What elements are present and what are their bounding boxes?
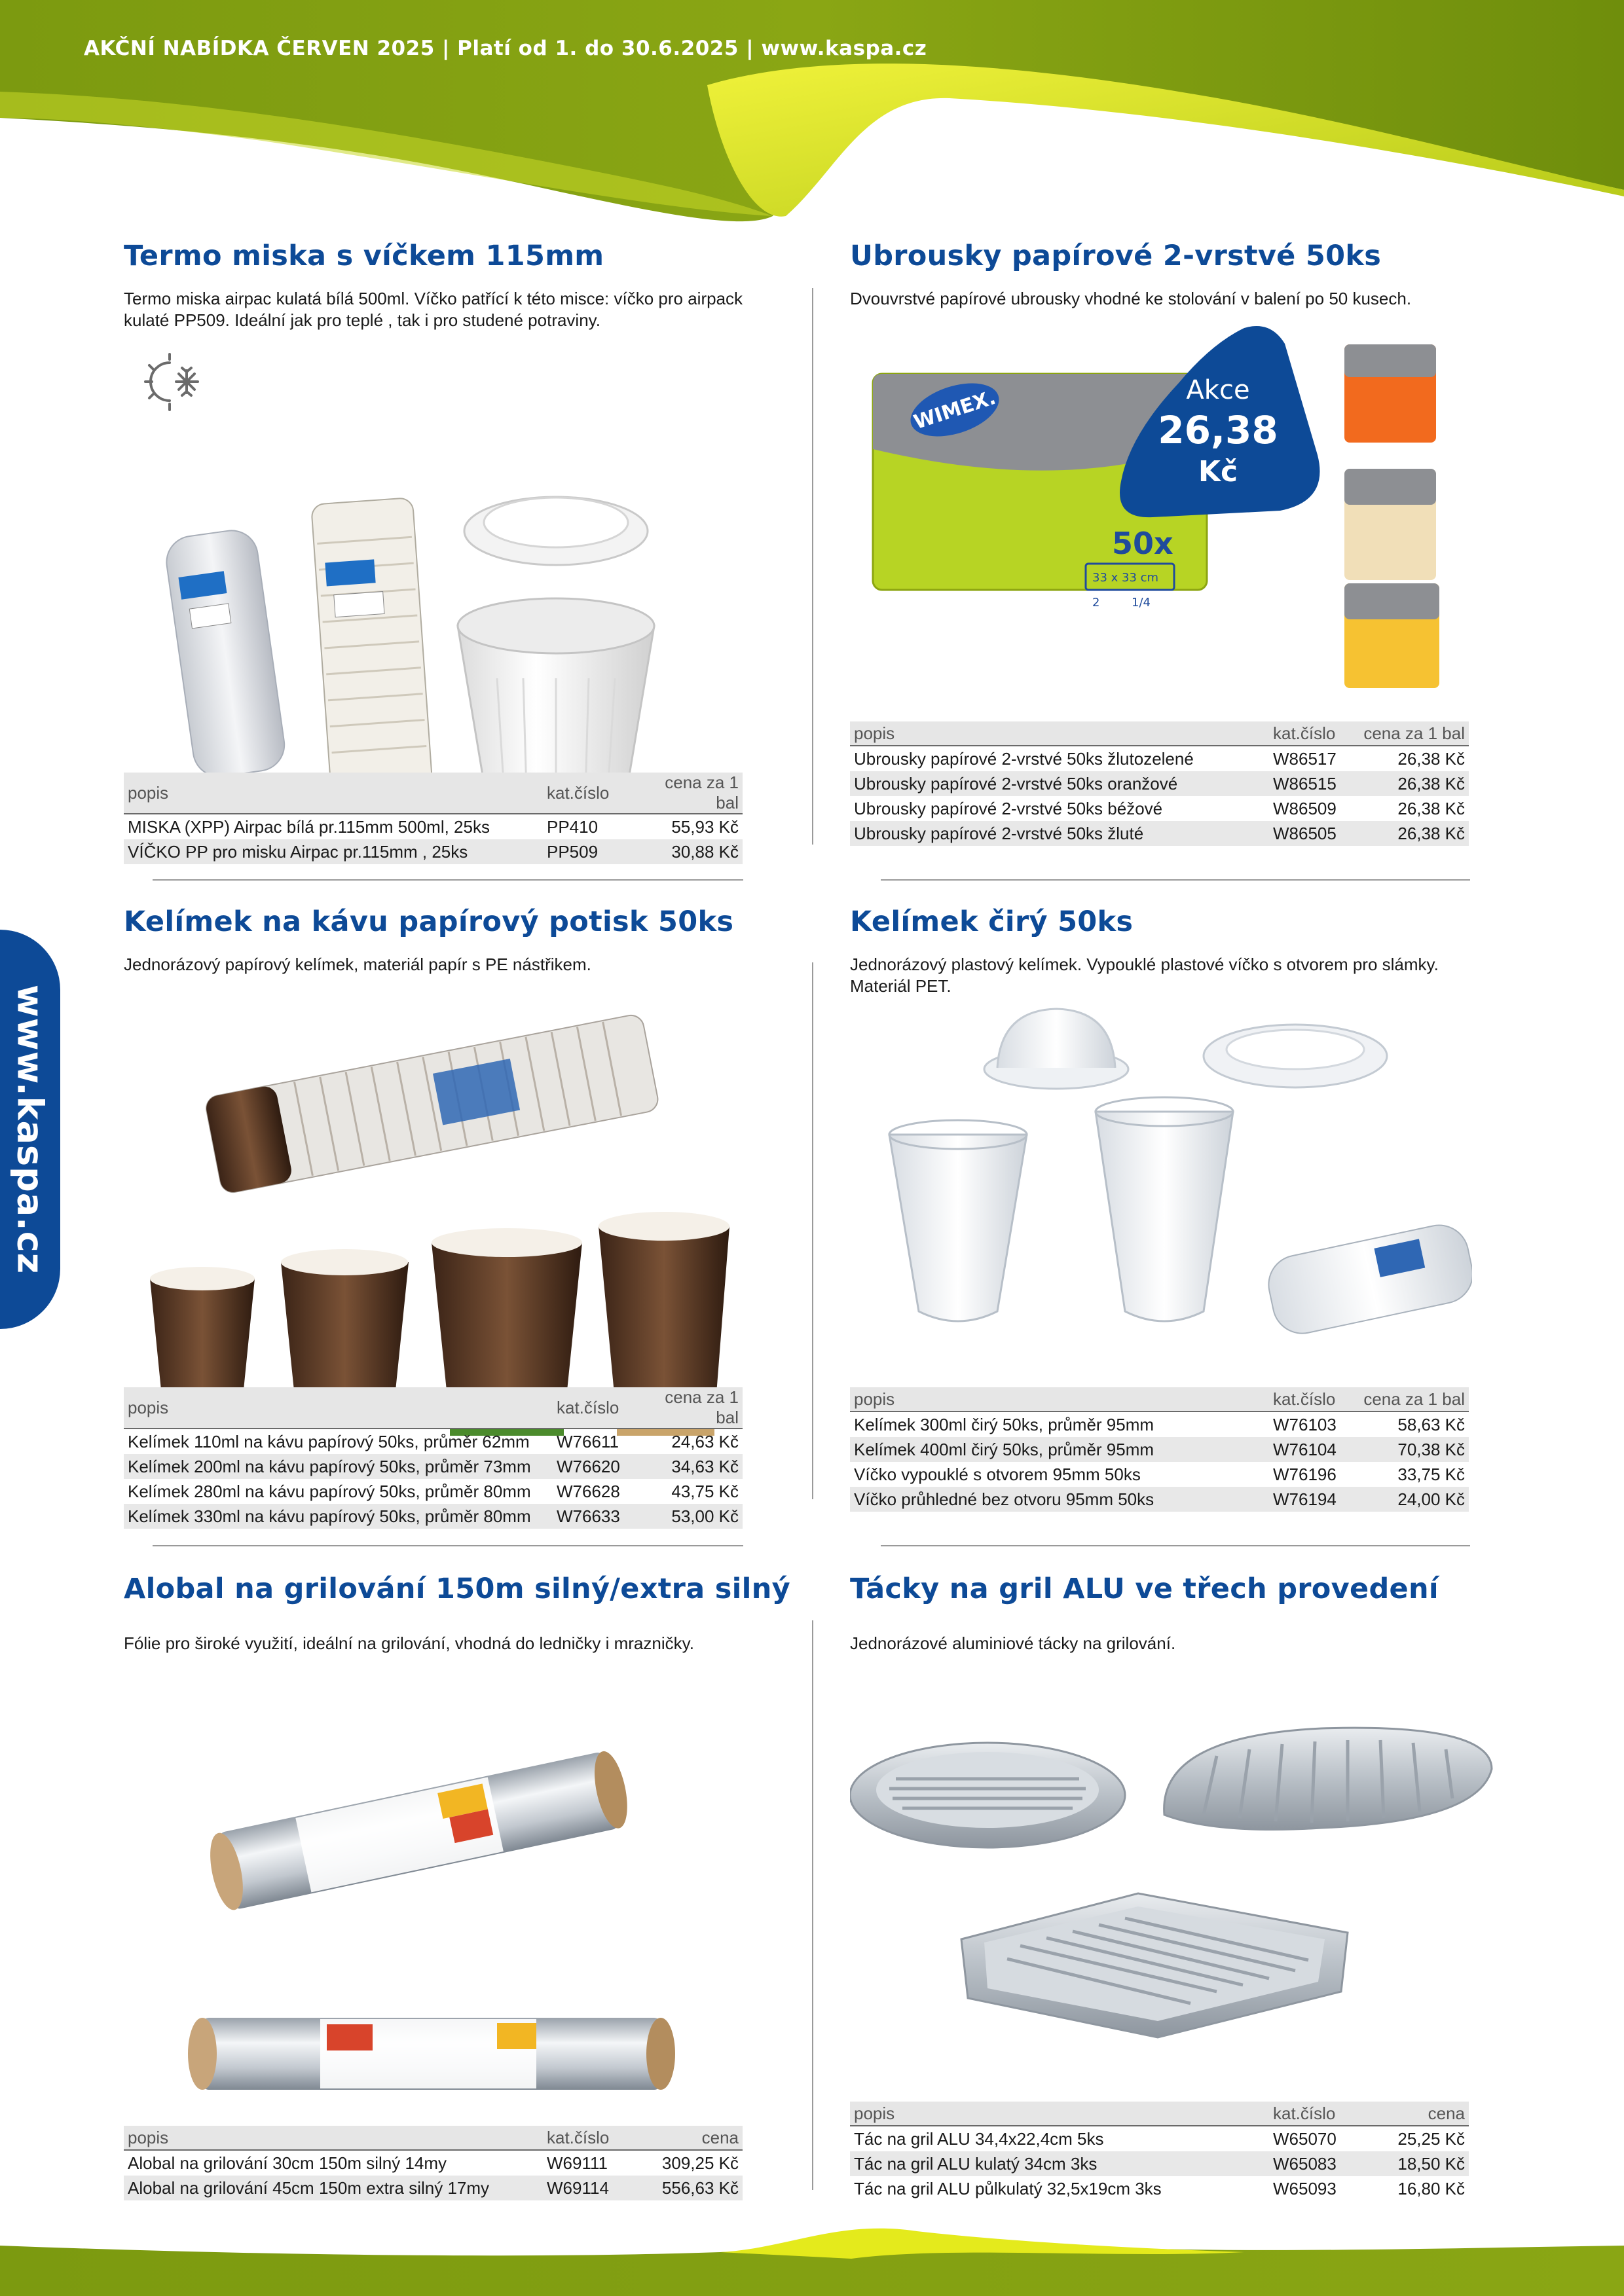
item-code: W65093	[1273, 2178, 1337, 2198]
price-table	[850, 1387, 1469, 1512]
price-table	[850, 2102, 1469, 2201]
item-price: 58,63 Kč	[1397, 1414, 1465, 1434]
column-header: kat.číslo	[543, 773, 641, 814]
table-row	[850, 796, 1469, 821]
product-image-coffee-cups	[143, 984, 733, 1442]
column-header: cena za 1 bal	[1354, 721, 1469, 746]
small-pack-yellow	[1344, 583, 1443, 695]
item-code: W69114	[543, 2176, 635, 2200]
pack-size: 33 x 33 cm	[1092, 571, 1159, 585]
product-description: Fólie pro široké využití, ideální na grilování, vhodná do ledničky i mrazničky.	[124, 1633, 694, 1653]
column-header: popis	[850, 721, 1269, 746]
item-description: Kelímek 200ml na kávu papírový 50ks, průměr 73mm	[124, 1454, 553, 1479]
side-website-tab[interactable]	[0, 930, 60, 1329]
pack-fold: 1/4	[1132, 596, 1151, 610]
pack-brand: WIMEX.	[911, 386, 999, 435]
table-row	[850, 1462, 1469, 1487]
product-kelimek-ciry	[850, 905, 1498, 1521]
column-divider	[812, 1620, 813, 2190]
item-price: 53,00 Kč	[638, 1504, 743, 1529]
item-price: 309,25 Kč	[661, 2153, 739, 2173]
pack-count: 50x	[1112, 526, 1173, 561]
item-description: Kelímek 110ml na kávu papírový 50ks, průměr 62mm	[128, 1431, 530, 1451]
small-pack-beige	[1344, 469, 1436, 580]
column-header: popis	[124, 1387, 553, 1429]
table-row	[850, 746, 1469, 771]
table-row	[850, 1412, 1469, 1437]
column-header: kat.číslo	[553, 1387, 638, 1429]
product-description: Dvouvrstvé papírové ubrousky vhodné ke stolování v balení po 50 kusech.	[850, 289, 1412, 308]
section-divider	[153, 1545, 743, 1546]
clear-cup-300	[889, 1135, 1027, 1321]
side-website-label: www.kaspa.cz	[9, 984, 51, 1275]
price-table	[850, 721, 1469, 846]
item-price: 33,75 Kč	[1397, 1464, 1465, 1484]
product-description: Termo miska airpac kulatá bílá 500ml. Víčko patřící k této misce: víčko pro airpack kulaté PP509. Ideální jak pro teplé , tak i pro studené potraviny.	[124, 289, 743, 330]
item-price: 26,38 Kč	[1397, 798, 1465, 818]
header-title: AKČNÍ NABÍDKA ČERVEN 2025 | Platí od 1. do 30.6.2025 | www.kaspa.cz	[84, 37, 927, 60]
product-title: Tácky na gril ALU ve třech provedení	[850, 1573, 1439, 1605]
table-row	[124, 2150, 743, 2176]
item-description: Kelímek 330ml na kávu papírový 50ks, průměr 80mm	[124, 1504, 553, 1529]
item-code: W76628	[557, 1481, 620, 1501]
item-code: W76611	[557, 1431, 619, 1451]
product-alobal	[124, 1573, 790, 2214]
item-code: PP509	[543, 839, 641, 864]
table-row	[850, 821, 1469, 846]
item-description: Kelímek 280ml na kávu papírový 50ks, průměr 80mm	[128, 1481, 531, 1501]
item-description: Kelímek 400ml čirý 50ks, průměr 95mm	[850, 1437, 1269, 1462]
product-title: Ubrousky papírové 2-vrstvé 50ks	[850, 240, 1382, 272]
table-row	[850, 2126, 1469, 2151]
table-row	[850, 1487, 1469, 1512]
table-row	[124, 1504, 743, 1529]
table-row	[124, 814, 743, 839]
item-code: W69111	[547, 2153, 608, 2173]
header-banner	[0, 0, 1624, 236]
product-title: Kelímek na kávu papírový potisk 50ks	[124, 905, 734, 938]
item-price: 18,50 Kč	[1361, 2151, 1469, 2176]
section-divider	[881, 1545, 1470, 1546]
product-description: Jednorázový papírový kelímek, materiál papír s PE nástřikem.	[124, 955, 591, 974]
item-price: 34,63 Kč	[638, 1454, 743, 1479]
badge-currency: Kč	[1198, 455, 1238, 488]
item-price: 24,63 Kč	[671, 1431, 739, 1451]
item-description: Kelímek 300ml čirý 50ks, průměr 95mm	[854, 1414, 1154, 1434]
product-tacky	[850, 1573, 1498, 2214]
item-price: 25,25 Kč	[1397, 2128, 1465, 2149]
item-description: Ubrousky papírové 2-vrstvé 50ks oranžové	[850, 771, 1269, 796]
price-table	[124, 1387, 743, 1529]
section-divider	[881, 879, 1470, 881]
column-header: popis	[124, 2126, 543, 2150]
table-row	[124, 839, 743, 864]
badge-label: Akce	[1186, 375, 1250, 405]
product-title: Termo miska s víčkem 115mm	[124, 240, 604, 272]
item-code: W65083	[1269, 2151, 1361, 2176]
footer-wave	[0, 2219, 1624, 2296]
product-title: Alobal na grilování 150m silný/extra silný	[124, 1573, 790, 1605]
item-code: W86505	[1269, 821, 1354, 846]
item-code: W76620	[553, 1454, 638, 1479]
item-code: W76103	[1273, 1414, 1337, 1434]
item-description: Ubrousky papírové 2-vrstvé 50ks žlutozelené	[854, 748, 1194, 769]
table-row	[850, 1437, 1469, 1462]
item-price: 26,38 Kč	[1354, 821, 1469, 846]
table-row	[124, 2176, 743, 2200]
item-price: 55,93 Kč	[671, 816, 739, 837]
column-header: kat.číslo	[1269, 2102, 1361, 2126]
item-code: PP410	[547, 816, 599, 837]
item-price: 16,80 Kč	[1397, 2178, 1465, 2198]
item-description: MISKA (XPP) Airpac bílá pr.115mm 500ml, 25ks	[128, 816, 490, 837]
item-description: Ubrousky papírové 2-vrstvé 50ks béžové	[854, 798, 1163, 818]
product-description: Jednorázové aluminiové tácky na grilování.	[850, 1633, 1176, 1653]
item-description: Alobal na grilování 45cm 150m extra silný 17my	[124, 2176, 543, 2200]
item-code: W76194	[1269, 1487, 1354, 1512]
column-header: kat.číslo	[543, 2126, 635, 2150]
item-price: 556,63 Kč	[635, 2176, 743, 2200]
item-price: 43,75 Kč	[671, 1481, 739, 1501]
column-header: popis	[124, 773, 543, 814]
table-row	[850, 2176, 1469, 2201]
item-description: Tác na gril ALU kulatý 34cm 3ks	[850, 2151, 1269, 2176]
item-code: W86515	[1269, 771, 1354, 796]
price-table	[124, 2126, 743, 2200]
product-image-thermo-bowls	[143, 371, 707, 973]
item-price: 30,88 Kč	[641, 839, 743, 864]
column-header: kat.číslo	[1269, 721, 1354, 746]
item-price: 70,38 Kč	[1354, 1437, 1469, 1462]
item-description: Tác na gril ALU půlkulatý 32,5x19cm 3ks	[854, 2178, 1162, 2198]
item-description: Víčko průhledné bez otvoru 95mm 50ks	[850, 1487, 1269, 1512]
item-code: W86509	[1273, 798, 1337, 818]
item-code: W65070	[1273, 2128, 1337, 2149]
column-header: cena za 1 bal	[641, 773, 743, 814]
item-description: VÍČKO PP pro misku Airpac pr.115mm , 25ks	[124, 839, 543, 864]
badge-price: 26,38	[1158, 408, 1278, 452]
small-pack-orange	[1344, 344, 1436, 443]
item-description: Tác na gril ALU 34,4x22,4cm 5ks	[854, 2128, 1104, 2149]
column-divider	[812, 288, 813, 845]
column-header: popis	[850, 1387, 1269, 1412]
product-kelimek-kava	[124, 905, 746, 1526]
table-row	[850, 2151, 1469, 2176]
item-code: W86517	[1273, 748, 1337, 769]
table-row	[124, 1479, 743, 1504]
pack-ply: 2	[1092, 596, 1100, 610]
column-header: popis	[850, 2102, 1269, 2126]
promo-badge	[1113, 324, 1323, 520]
column-header: cena	[635, 2126, 743, 2150]
column-header: cena za 1 bal	[1354, 1387, 1469, 1412]
product-image-grill-trays	[850, 1723, 1498, 2070]
item-description: Ubrousky papírové 2-vrstvé 50ks žluté	[850, 821, 1269, 846]
item-code: W76196	[1273, 1464, 1337, 1484]
item-description: Víčko vypouklé s otvorem 95mm 50ks	[854, 1464, 1141, 1484]
item-price: 26,38 Kč	[1354, 771, 1469, 796]
column-divider	[812, 962, 813, 1499]
price-table	[124, 773, 743, 864]
clear-cup-400	[1096, 1112, 1233, 1321]
product-description: Jednorázový plastový kelímek. Vypouklé plastové víčko s otvorem pro slámky. Materiál PET.	[850, 955, 1439, 996]
item-description: Alobal na grilování 30cm 150m silný 14my	[128, 2153, 447, 2173]
item-price: 26,38 Kč	[1397, 748, 1465, 769]
item-code: W76104	[1269, 1437, 1354, 1462]
item-code: W76633	[553, 1504, 638, 1529]
product-termo	[124, 240, 746, 862]
product-image-clear-cups	[883, 1004, 1472, 1370]
column-header: kat.číslo	[1269, 1387, 1354, 1412]
table-row	[850, 771, 1469, 796]
column-header: cena za 1 bal	[638, 1387, 743, 1429]
column-header: cena	[1361, 2102, 1469, 2126]
item-price: 24,00 Kč	[1354, 1487, 1469, 1512]
product-image-foil-rolls	[170, 1717, 707, 2123]
table-row	[124, 1454, 743, 1479]
table-row	[124, 1429, 743, 1454]
product-title: Kelímek čirý 50ks	[850, 905, 1134, 938]
